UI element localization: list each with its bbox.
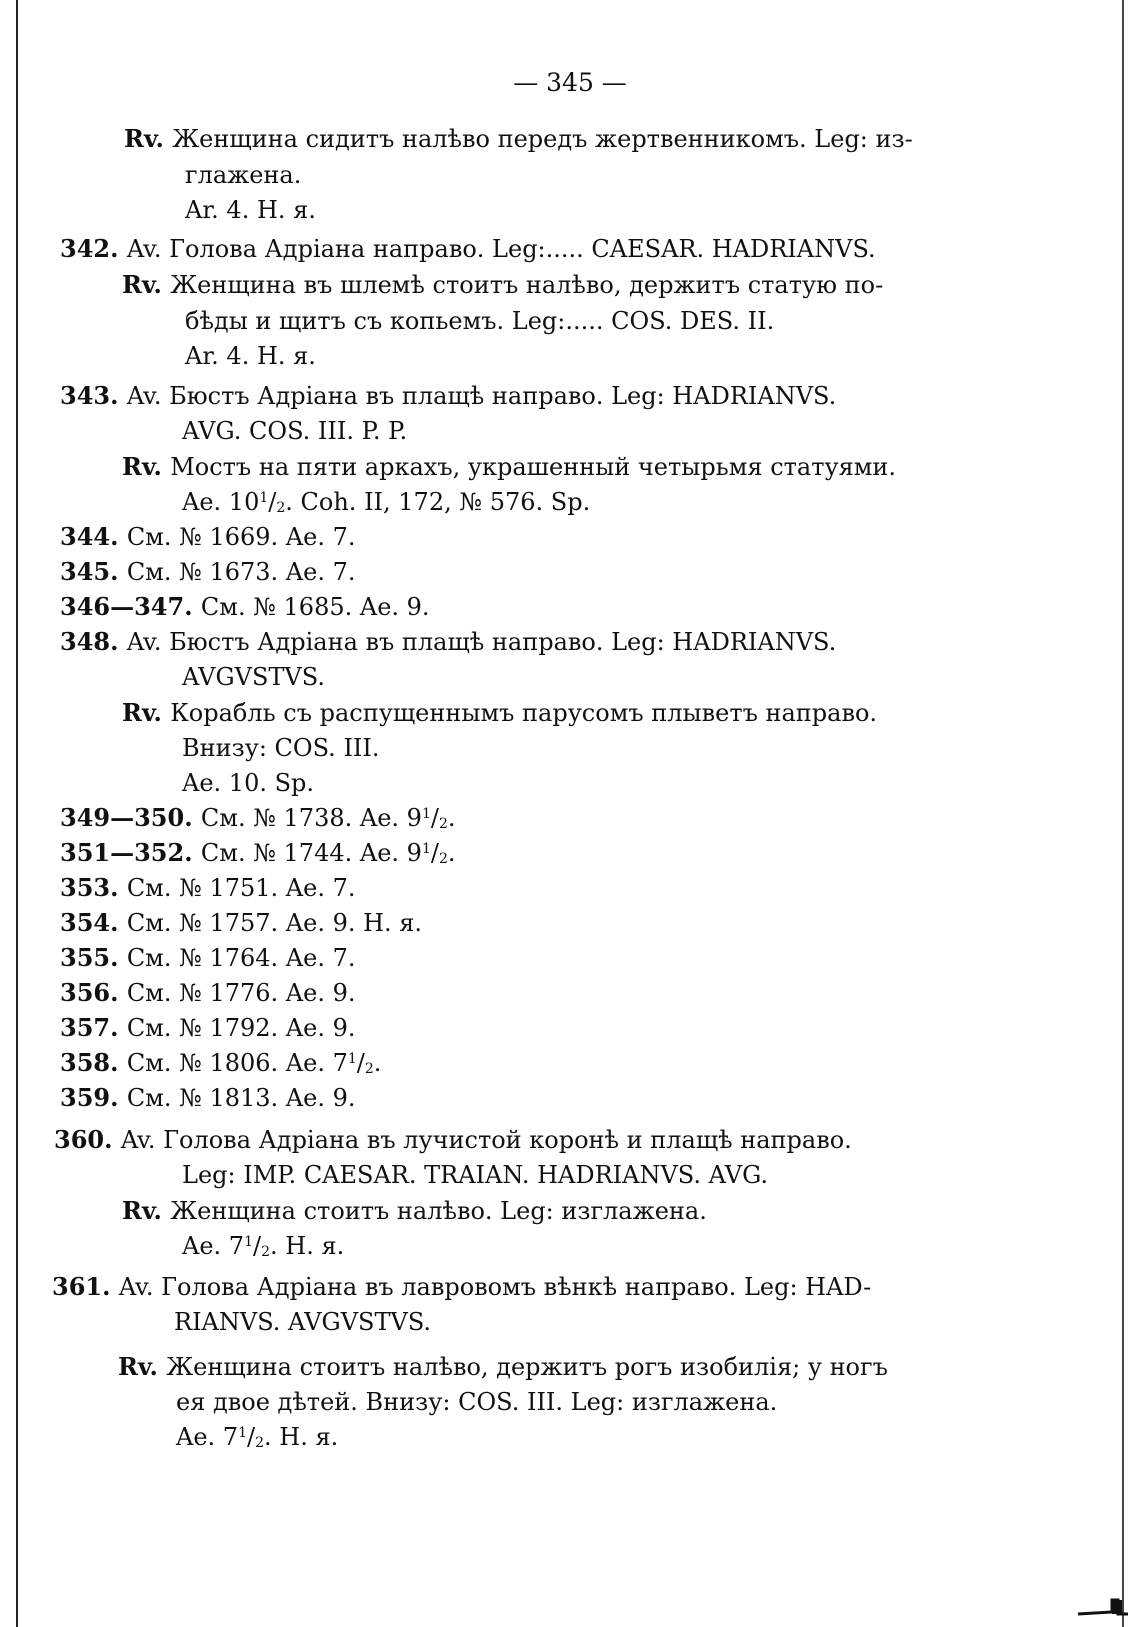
- entry-text: бѣды и щитъ съ копьемъ. Leg:..... COS. DES. II.: [185, 307, 775, 335]
- entry-text: 2: [364, 1061, 374, 1077]
- text-line: [185, 195, 316, 225]
- text-line: [124, 124, 913, 154]
- text-line: [60, 557, 355, 587]
- text-line: [182, 1160, 768, 1190]
- entry-label: Rv.: [118, 1352, 167, 1381]
- entry-text: См. № 1751. Ae. 7.: [126, 874, 356, 902]
- text-line: [176, 1387, 777, 1417]
- entry-text: Ar. 4. H. я.: [185, 342, 316, 370]
- entry-text: . H. я.: [270, 1232, 345, 1260]
- text-line: [122, 452, 896, 482]
- entry-label: 358.: [60, 1048, 127, 1077]
- entry-label: 343.: [60, 381, 127, 410]
- entry-text: /: [252, 1232, 262, 1260]
- entry-text: /: [430, 804, 439, 832]
- entry-text: Ar. 4. H. я.: [185, 196, 316, 224]
- entry-text: 2: [438, 851, 448, 867]
- entry-text: 2: [276, 500, 286, 516]
- entry-text: См. № 1757. Ae. 9. H. я.: [126, 909, 423, 937]
- entry-text: 1: [421, 841, 431, 857]
- text-line: [60, 873, 355, 903]
- text-line: [122, 270, 883, 300]
- entry-label: 360.: [54, 1125, 121, 1154]
- text-line: [60, 592, 430, 622]
- text-line: [185, 160, 301, 190]
- entry-text: См. № 1806. Ae. 7: [126, 1049, 348, 1077]
- text-line: [52, 1272, 871, 1302]
- entry-text: Ae. 7: [176, 1423, 239, 1451]
- entry-text: См. № 1764. Ae. 7.: [126, 944, 356, 972]
- text-line: [60, 1083, 355, 1113]
- entry-text: Корабль съ распущеннымъ парусомъ плыветъ направо.: [170, 699, 878, 727]
- entry-label: 351—352.: [60, 838, 201, 867]
- entry-label: Rv.: [122, 452, 171, 481]
- text-line: [60, 978, 355, 1008]
- entry-text: AVGVSTVS.: [182, 663, 325, 691]
- entry-text: 1: [244, 1234, 253, 1250]
- entry-label: 361.: [52, 1272, 119, 1301]
- entry-label: Rv.: [122, 698, 171, 727]
- entry-text: /: [430, 839, 439, 867]
- entry-label: 359.: [60, 1083, 127, 1112]
- entry-label: 349—350.: [60, 803, 201, 832]
- entry-label: Rv.: [122, 270, 171, 299]
- text-line: [182, 416, 407, 446]
- text-line: [182, 1231, 344, 1261]
- entry-text: AVG. COS. III. P. P.: [182, 417, 408, 445]
- page-number: — 345 —: [513, 68, 627, 97]
- entry-text: /: [246, 1423, 256, 1451]
- entry-text: ея двое дѣтей. Внизу: COS. III. Leg: изглажена.: [176, 1388, 778, 1416]
- entry-label: 354.: [60, 908, 127, 937]
- text-line: [182, 662, 325, 692]
- entry-text: . Coh. II, 172, № 576. Sp.: [285, 488, 591, 516]
- entry-text: 2: [261, 1244, 270, 1260]
- text-line: [182, 733, 380, 763]
- entry-text: См. № 1669. Ae. 7.: [126, 523, 356, 551]
- entry-text: См. № 1792. Ae. 9.: [126, 1014, 356, 1042]
- entry-text: Ae. 7: [182, 1232, 245, 1260]
- page-edge-right: [1122, 0, 1124, 1627]
- entry-text: глажена.: [185, 161, 302, 189]
- entry-label: Rv.: [122, 1196, 171, 1225]
- text-line: [182, 768, 314, 798]
- entry-text: См. № 1738. Ae. 9: [200, 804, 422, 832]
- entry-text: См. № 1813. Ae. 9.: [126, 1084, 356, 1112]
- text-line: [54, 1125, 852, 1155]
- text-line: [182, 487, 590, 517]
- entry-label: 357.: [60, 1013, 127, 1042]
- text-line: [185, 306, 774, 336]
- entry-text: См. № 1776. Ae. 9.: [126, 979, 356, 1007]
- entry-text: . H. я.: [264, 1423, 339, 1451]
- entry-text: /: [268, 488, 277, 516]
- entry-text: Av. Голова Адріана въ лучистой коронѣ и плащѣ направо.: [120, 1126, 852, 1154]
- text-line: [122, 698, 877, 728]
- entry-text: Женщина стоитъ налѣво, держитъ рогъ изобилія; у ногъ: [166, 1353, 888, 1381]
- entry-text: 1: [259, 490, 269, 506]
- entry-text: Внизу: COS. III.: [182, 734, 380, 762]
- entry-text: 2: [255, 1435, 264, 1451]
- entry-text: Женщина сидитъ налѣво передъ жертвенникомъ. Leg: из-: [172, 125, 913, 153]
- entry-label: Rv.: [124, 124, 173, 153]
- entry-label: 348.: [60, 627, 127, 656]
- entry-text: См. № 1744. Ae. 9: [200, 839, 422, 867]
- entry-text: .: [447, 839, 456, 867]
- text-line: [60, 234, 876, 264]
- entry-text: Av. Голова Адріана направо. Leg:..... CAESAR. HADRIANVS.: [126, 235, 876, 263]
- entry-label: 346—347.: [60, 592, 201, 621]
- entry-label: 345.: [60, 557, 127, 586]
- entry-text: Ae. 10: [182, 488, 260, 516]
- entry-label: 344.: [60, 522, 127, 551]
- entry-label: 342.: [60, 234, 127, 263]
- text-line: [122, 1196, 707, 1226]
- entry-text: См. № 1673. Ae. 7.: [126, 558, 356, 586]
- entry-text: Женщина въ шлемѣ стоитъ налѣво, держитъ статую по-: [170, 271, 884, 299]
- entry-text: Ae. 10. Sp.: [182, 769, 315, 797]
- text-line: [60, 627, 836, 657]
- text-line: [60, 381, 836, 411]
- entry-text: 2: [438, 816, 448, 832]
- entry-text: Av. Голова Адріана въ лавровомъ вѣнкѣ направо. Leg: HAD-: [118, 1273, 872, 1301]
- text-line: [60, 908, 422, 938]
- text-line: [176, 1422, 338, 1452]
- entry-text: 1: [421, 806, 431, 822]
- entry-text: /: [356, 1049, 365, 1077]
- entry-text: RIANVS. AVGVSTVS.: [174, 1308, 432, 1336]
- entry-text: Женщина стоитъ налѣво. Leg: изглажена.: [170, 1197, 707, 1225]
- text-line: [60, 943, 355, 973]
- entry-text: .: [447, 804, 456, 832]
- entry-text: См. № 1685. Ae. 9.: [200, 593, 430, 621]
- text-line: [185, 341, 316, 371]
- entry-text: Leg: IMP. CAESAR. TRAIAN. HADRIANVS. AVG.: [182, 1161, 769, 1189]
- entry-text: Av. Бюстъ Адріана въ плащѣ направо. Leg: HADRIANVS.: [126, 382, 837, 410]
- entry-text: 1: [347, 1051, 357, 1067]
- text-line: [60, 803, 456, 833]
- entry-text: Av. Бюстъ Адріана въ плащѣ направо. Leg: HADRIANVS.: [126, 628, 837, 656]
- entry-text: 1: [238, 1425, 247, 1441]
- entry-label: 355.: [60, 943, 127, 972]
- text-line: [174, 1307, 431, 1337]
- page-edge-left: [16, 0, 18, 1627]
- entry-label: 356.: [60, 978, 127, 1007]
- corner-fold-mark: [1072, 1582, 1130, 1620]
- text-line: [60, 838, 456, 868]
- text-line: [60, 1048, 381, 1078]
- entry-label: 353.: [60, 873, 127, 902]
- text-line: [118, 1352, 888, 1382]
- entry-text: .: [373, 1049, 382, 1077]
- entry-text: Мостъ на пяти аркахъ, украшенный четырьмя статуями.: [170, 453, 897, 481]
- text-line: [60, 522, 355, 552]
- text-line: [60, 1013, 355, 1043]
